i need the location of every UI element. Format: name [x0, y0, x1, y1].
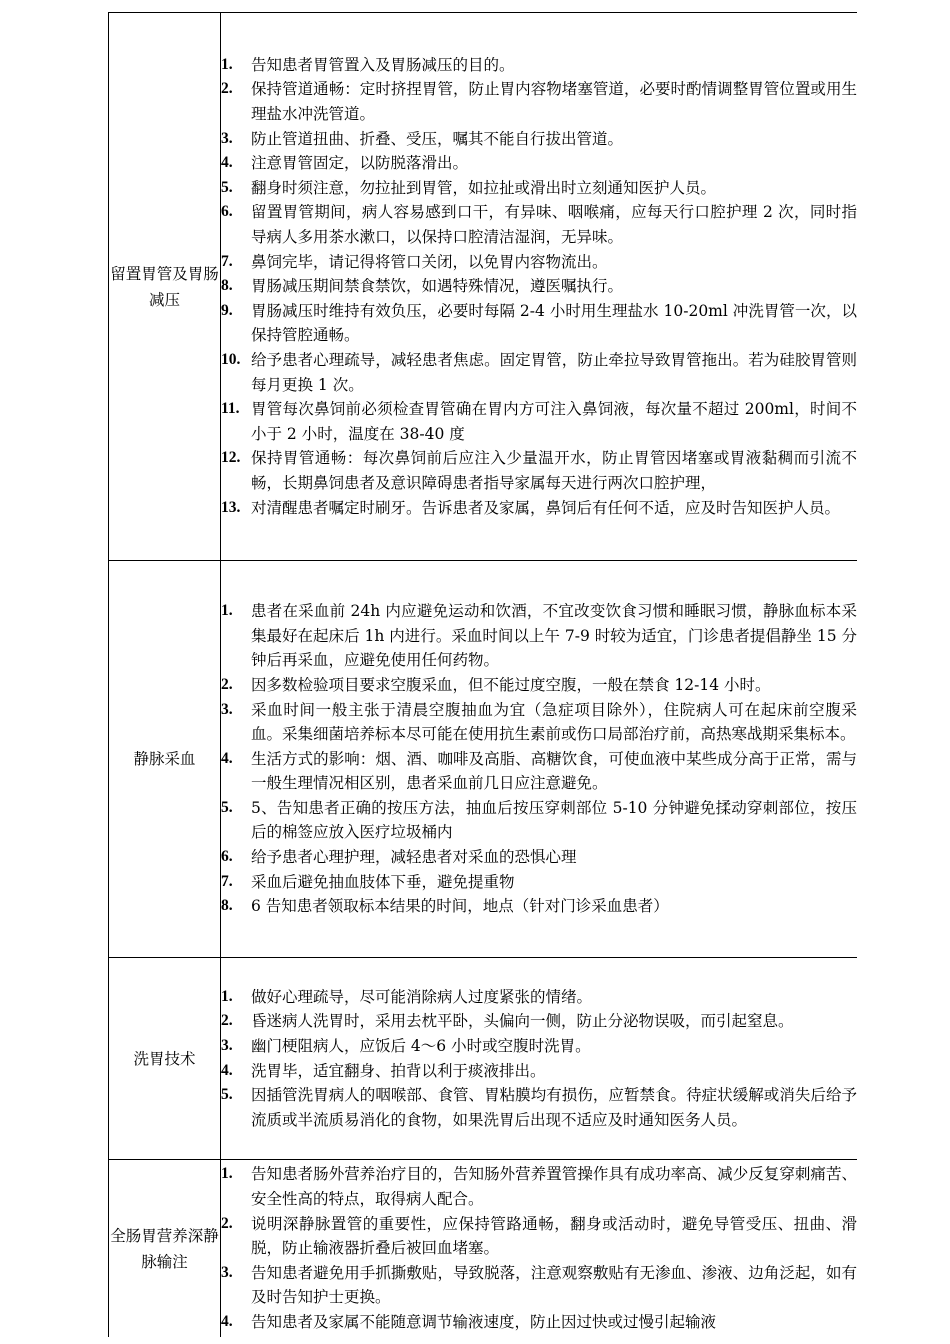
row-topic: 静脉采血	[109, 561, 221, 958]
item-text: 翻身时须注意，勿拉扯到胃管，如拉扯或滑出时立刻通知医护人员。	[251, 178, 717, 197]
row-topic: 全肠胃营养深静脉输注	[109, 1160, 221, 1338]
item-number: 5.	[221, 1086, 233, 1104]
list-item	[221, 496, 857, 521]
item-text: 6 告知患者领取标本结果的时间，地点（针对门诊采血患者）	[251, 897, 669, 916]
item-number: 1.	[221, 987, 233, 1005]
item-number: 6.	[221, 848, 233, 866]
list-item	[221, 348, 857, 397]
item-number: 5.	[221, 798, 233, 816]
list-item	[221, 673, 857, 698]
item-number: 7.	[221, 252, 233, 270]
item-text: 鼻饲完毕，请记得将管口关闭，以免胃内容物流出。	[251, 252, 608, 271]
item-number: 3.	[221, 700, 233, 718]
item-number: 2.	[221, 1214, 233, 1232]
item-text: 昏迷病人洗胃时，采用去枕平卧，头偏向一侧，防止分泌物误吸，而引起窒息。	[251, 1012, 794, 1031]
item-number: 4.	[221, 1312, 233, 1330]
instruction-list	[221, 53, 857, 520]
item-text: 告知患者避免用手抓撕敷贴，导致脱落，注意观察敷贴有无渗血、渗液、边角泛起，如有及时告知护士更换。	[251, 1263, 857, 1307]
item-number: 2.	[221, 1012, 233, 1030]
item-text: 说明深静脉置管的重要性，应保持管路通畅，翻身或活动时，避免导管受压、扭曲、滑脱，防止输液器折叠后被回血堵塞。	[251, 1214, 857, 1258]
item-text: 告知患者胃管置入及胃肠减压的目的。	[251, 55, 515, 74]
item-text: 对清醒患者嘱定时刷牙。告诉患者及家属，鼻饲后有任何不适，应及时告知医护人员。	[251, 498, 841, 517]
item-text: 采血时间一般主张于清晨空腹抽血为宜（急症项目除外），住院病人可在起床前空腹采血。采集细菌培养标本尽可能在使用抗生素前或伤口局部治疗前，高热寒战期采集标本。	[251, 700, 857, 744]
item-text: 因多数检验项目要求空腹采血，但不能过度空腹，一般在禁食 12-14 小时。	[251, 675, 771, 694]
table-row	[109, 13, 858, 561]
item-text: 保持管道通畅：定时挤捏胃管，防止胃内容物堵塞管道，必要时酌情调整胃管位置或用生理盐水冲洗管道。	[251, 80, 857, 124]
row-items	[221, 958, 858, 1160]
row-items	[221, 1160, 858, 1338]
instruction-list	[221, 599, 857, 919]
item-text: 给予患者心理疏导，减轻患者焦虑。固定胃管，防止牵拉导致胃管拖出。若为硅胶胃管则每月更换 1 次。	[251, 350, 857, 394]
item-text: 防止管道扭曲、折叠、受压，嘱其不能自行拔出管道。	[251, 129, 624, 148]
item-number: 11.	[221, 400, 240, 418]
document-page	[108, 12, 857, 1337]
item-number: 1.	[221, 55, 233, 73]
row-items	[221, 13, 858, 561]
item-number: 6.	[221, 203, 233, 221]
item-number: 3.	[221, 129, 233, 147]
list-item	[221, 796, 857, 845]
list-item	[221, 250, 857, 275]
table-row	[109, 1160, 858, 1338]
item-text: 5、告知患者正确的按压方法，抽血后按压穿刺部位 5-10 分钟避免揉动穿刺部位，按压后的棉签应放入医疗垃圾桶内	[251, 798, 857, 842]
item-number: 3.	[221, 1036, 233, 1054]
item-text: 做好心理疏导，尽可能消除病人过度紧张的情绪。	[251, 987, 593, 1006]
list-item	[221, 1162, 857, 1211]
nursing-instruction-table	[108, 12, 857, 1337]
list-item	[221, 1059, 857, 1084]
list-item	[221, 176, 857, 201]
item-text: 洗胃毕，适宜翻身、拍背以利于痰液排出。	[251, 1061, 546, 1080]
item-number: 1.	[221, 602, 233, 620]
list-item	[221, 747, 857, 796]
item-text: 注意胃管固定，以防脱落滑出。	[251, 154, 469, 173]
row-topic: 留置胃管及胃肠减压	[109, 13, 221, 561]
list-item	[221, 274, 857, 299]
list-item	[221, 1034, 857, 1059]
item-text: 胃管每次鼻饲前必须检查胃管确在胃内方可注入鼻饲液，每次量不超过 200ml，时间不小于 2 小时，温度在 38-40 度	[251, 400, 857, 443]
list-item	[221, 397, 857, 446]
list-item	[221, 894, 857, 919]
list-item	[221, 1310, 857, 1335]
item-text: 给予患者心理护理，减轻患者对采血的恐惧心理	[251, 848, 577, 867]
item-number: 10.	[221, 350, 241, 368]
item-text: 因插管洗胃病人的咽喉部、食管、胃粘膜均有损伤，应暂禁食。待症状缓解或消失后给予流质或半流质易消化的食物，如果洗胃后出现不适应及时通知医务人员。	[251, 1086, 857, 1129]
item-text: 留置胃管期间，病人容易感到口干，有异味、咽喉痛，应每天行口腔护理 2 次，同时指导病人多用茶水漱口，以保持口腔清洁湿润，无异味。	[251, 203, 857, 247]
item-text: 患者在采血前 24h 内应避免运动和饮酒，不宜改变饮食习惯和睡眠习惯，静脉血标本采集最好在起床后 1h 内进行。采血时间以上午 7-9 时较为适宜，门诊患者提倡静坐 15 分钟后再采血，应避免使用任何药物。	[251, 602, 857, 670]
item-text: 胃肠减压期间禁食禁饮，如遇特殊情况，遵医嘱执行。	[251, 277, 624, 296]
item-text: 采血后避免抽血肢体下垂，避免提重物	[251, 872, 515, 891]
list-item	[221, 870, 857, 895]
item-text: 胃肠减压时维持有效负压，必要时每隔 2-4 小时用生理盐水 10-20ml 冲洗胃管一次，以保持管腔通畅。	[251, 301, 857, 345]
list-item	[221, 446, 857, 495]
item-number: 8.	[221, 897, 233, 915]
list-item	[221, 1261, 857, 1310]
item-number: 2.	[221, 675, 233, 693]
item-number: 13.	[221, 498, 241, 516]
list-item	[221, 845, 857, 870]
row-items	[221, 561, 858, 958]
item-text: 告知患者肠外营养治疗目的，告知肠外营养置管操作具有成功率高、减少反复穿刺痛苦、安全性高的特点，取得病人配合。	[251, 1165, 857, 1209]
list-item	[221, 698, 857, 747]
table-row	[109, 958, 858, 1160]
list-item	[221, 1212, 857, 1261]
item-number: 8.	[221, 277, 233, 295]
list-item	[221, 200, 857, 249]
list-item	[221, 53, 857, 78]
item-text: 保持胃管通畅：每次鼻饲前后应注入少量温开水，防止胃管因堵塞或胃液黏稠而引流不畅，长期鼻饲患者及意识障碍患者指导家属每天进行两次口腔护理，	[251, 449, 857, 492]
list-item	[221, 151, 857, 176]
list-item	[221, 299, 857, 348]
item-number: 1.	[221, 1165, 233, 1183]
item-text: 生活方式的影响：烟、酒、咖啡及高脂、高糖饮食，可使血液中某些成分高于正常，需与一般生理情况相区别，患者采血前几日应注意避免。	[251, 749, 857, 793]
item-number: 7.	[221, 872, 233, 890]
item-number: 12.	[221, 449, 241, 467]
list-item	[221, 985, 857, 1010]
item-number: 4.	[221, 154, 233, 172]
item-text: 告知患者及家属不能随意调节输液速度，防止因过快或过慢引起输液	[251, 1312, 717, 1331]
instruction-list	[221, 985, 857, 1133]
list-item	[221, 1009, 857, 1034]
item-number: 4.	[221, 1061, 233, 1079]
list-item	[221, 127, 857, 152]
row-topic: 洗胃技术	[109, 958, 221, 1160]
item-text: 幽门梗阻病人，应饭后 4～6 小时或空腹时洗胃。	[251, 1036, 591, 1055]
instruction-list	[221, 1162, 857, 1334]
item-number: 4.	[221, 749, 233, 767]
item-number: 9.	[221, 301, 233, 319]
item-number: 3.	[221, 1263, 233, 1281]
item-number: 5.	[221, 178, 233, 196]
list-item	[221, 77, 857, 126]
list-item	[221, 1083, 857, 1132]
table-row	[109, 561, 858, 958]
list-item	[221, 599, 857, 673]
item-number: 2.	[221, 80, 233, 98]
